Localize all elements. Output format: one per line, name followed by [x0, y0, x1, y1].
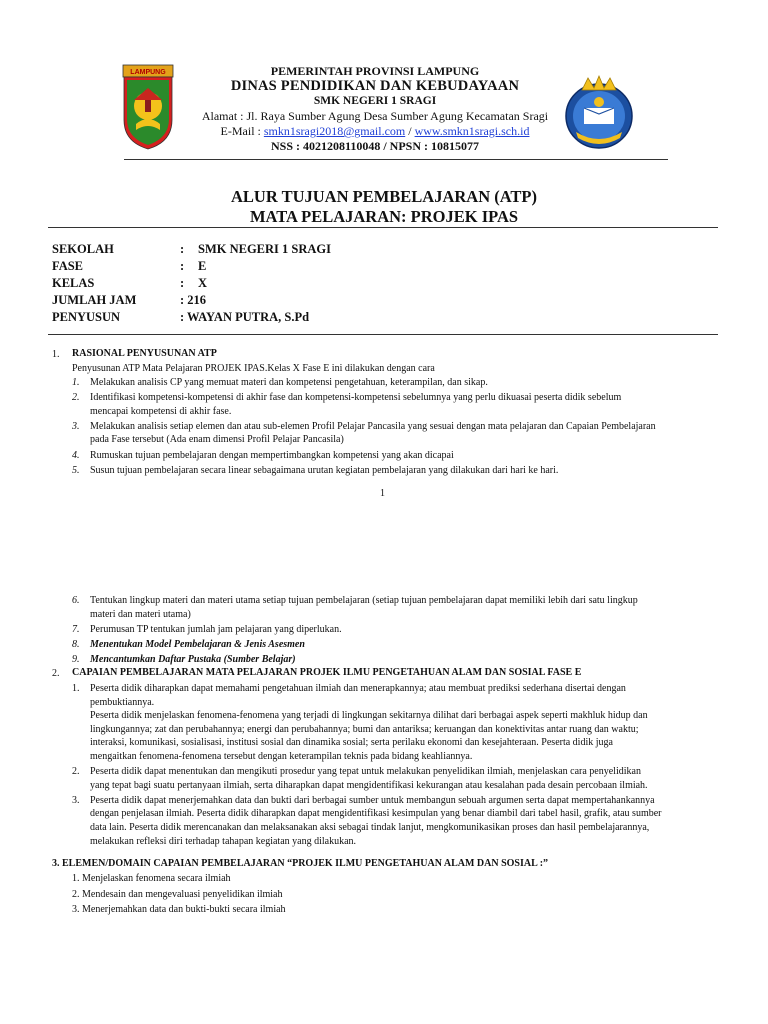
svg-text:LAMPUNG: LAMPUNG	[130, 69, 166, 76]
kop-school-name: SMK NEGERI 1 SRAGI	[313, 95, 437, 107]
sec3-title: 3. ELEMEN/DOMAIN CAPAIAN PEMBELAJARAN “PROJEK ILMU PENGETAHUAN ALAM DAN SOSIAL :”	[52, 858, 549, 869]
list-item-text: Rumuskan tujuan pembelajaran dengan mempertimbangkan kompetensi yang akan dicapai	[90, 449, 454, 461]
list-item-text: Tentukan lingkup materi dan materi utama setiap tujuan pembelajaran (setiap tujuan pembelajaran dapat memiliki lebih dari satu lingkup	[90, 595, 638, 606]
info-value: SMK NEGERI 1 SRAGI	[198, 242, 332, 256]
list-item-text: lingkungannya; zat dan perubahannya; energi dan perubahannya; bumi dan antariksa; keruangan dan konektivitas antar ruang dan waktu;	[90, 723, 639, 735]
info-value: X	[198, 276, 208, 290]
list-item-text: Peserta didik menjelaskan fenomena-fenomena yang terjadi di lingkungan sekitarnya dilihat dari berbagai aspek seperti makhluk hidup dan	[90, 710, 648, 722]
contact-separator: /	[405, 124, 415, 138]
info-colon: :	[180, 259, 185, 273]
letterhead-divider	[124, 159, 668, 160]
list-item-number: 1.	[72, 377, 80, 388]
kop-nss-npsn: NSS : 4021208110048 / NPSN : 10815077	[270, 139, 479, 153]
list-item-number: 3.	[72, 794, 80, 806]
info-label: JUMLAH JAM	[52, 293, 137, 307]
info-label: FASE	[52, 259, 84, 273]
list-item-number: 7.	[72, 623, 80, 635]
sec2-number: 2.	[52, 668, 60, 679]
list-item-number: 1.	[72, 683, 80, 694]
sec3-list-item: 1. Menjelaskan fenomena secara ilmiah	[72, 873, 231, 884]
title-divider	[48, 227, 718, 228]
sec2-title: CAPAIAN PEMBELAJARAN MATA PELAJARAN PROJEK ILMU PENGETAHUAN ALAM DAN SOSIAL FASE E	[72, 667, 582, 678]
email-label: E-Mail :	[220, 124, 264, 138]
website-link[interactable]: www.smkn1sragi.sch.id	[414, 124, 530, 138]
sec3-list-item: 2. Mendesain dan mengevaluasi penyelidikan ilmiah	[72, 888, 283, 900]
info-value: E	[198, 259, 207, 273]
document-title: ALUR TUJUAN PEMBELAJARAN (ATP)	[230, 187, 537, 206]
list-item-text: pada Fase tersebut (Ada enam dimensi Profil Pelajar Pancasila)	[90, 434, 344, 446]
list-item-number: 6.	[72, 595, 80, 606]
list-item-number: 2.	[72, 766, 80, 778]
kop-address: Alamat : Jl. Raya Sumber Agung Desa Sumber Agung Kecamatan Sragi	[201, 109, 549, 123]
list-item-text: Melakukan analisis CP yang memuat materi dan kompetensi pengetahuan, keterampilan, dan sikap.	[90, 377, 488, 388]
info-colon: :	[180, 276, 185, 290]
info-colon: :	[180, 242, 185, 256]
list-item-number: 5.	[72, 464, 80, 476]
list-item-text: Susun tujuan pembelajaran secara linear sebagaimana urutan kegiatan pembelajaran yang dilakukan dari hari ke hari.	[90, 464, 559, 476]
list-item-text: mengaitkan fenomena-fenomena tersebut dengan keterampilan teknis pada bidang keahliannya.	[90, 751, 473, 762]
lampung-province-logo	[122, 64, 174, 150]
list-item-text: melakukan refleksi diri terhadap tahapan kegiatan yang dilakukan.	[90, 835, 357, 847]
kop-department: DINAS PENDIDIKAN DAN KEBUDAYAAN	[230, 78, 520, 94]
list-item-text: materi dan materi utama)	[90, 608, 191, 620]
list-item-text: Mencantumkan Daftar Pustaka (Sumber Belajar)	[90, 653, 296, 665]
list-item-text: interaksi, komunikasi, sosialisasi, institusi sosial dan dinamika sosial; serta perilaku ekonomi dan kesejahteraan. Peserta didik juga	[90, 737, 613, 749]
sec3-list-item: 3. Menerjemahkan data dan bukti-bukti secara ilmiah	[72, 904, 286, 915]
info-label: KELAS	[52, 276, 95, 290]
list-item-number: 9.	[72, 653, 80, 665]
kop-government: PEMERINTAH PROVINSI LAMPUNG	[270, 64, 480, 78]
info-value: : WAYAN PUTRA, S.Pd	[180, 310, 310, 324]
list-item-text: Menentukan Model Pembelajaran & Jenis Asesmen	[90, 638, 305, 650]
list-item-text: Identifikasi kompetensi-kompetensi di akhir fase dan kompetensi-kompetensi sebelumnya yang perlu dikuasai peserta didik sebelum	[90, 392, 622, 404]
list-item-text: Peserta didik diharapkan dapat memahami pengetahuan ilmiah dan menerapkannya; atau membuat prediksi sederhana disertai dengan	[90, 683, 626, 694]
page-number: 1	[380, 488, 385, 499]
list-item-text: Peserta didik dapat menerjemahkan data dan bukti dari berbagai sumber untuk membangun sebuah argumen serta dapat mempertahankannya	[90, 794, 655, 806]
list-item-number: 4.	[72, 449, 80, 461]
list-item-text: data lain. Peserta didik merencanakan dan melaksanakan aksi sebagai tindak lanjut, mengkomunikasikan proses dan hasil pembelajarannya,	[90, 822, 650, 833]
sec1-title: RASIONAL PENYUSUNAN ATP	[72, 348, 217, 359]
list-item-number: 2.	[72, 392, 80, 404]
sec1-number: 1.	[52, 349, 60, 360]
document-subtitle: MATA PELAJARAN: PROJEK IPAS	[249, 207, 519, 226]
list-item-text: Melakukan analisis setiap elemen dan atau sub-elemen Profil Pelajar Pancasila yang sesuai dengan mata pelajaran dan Capaian Pembelajaran	[90, 420, 656, 432]
list-item-text: Peserta didik dapat menentukan dan mengikuti prosedur yang tepat untuk melakukan penyelidikan ilmiah, menjelaskan cara penyelidikan	[90, 766, 641, 778]
sec1-intro: Penyusunan ATP Mata Pelajaran PROJEK IPAS.Kelas X Fase E ini dilakukan dengan cara	[72, 363, 435, 374]
list-item-text: mencapai kompetensi di akhir fase.	[90, 405, 232, 417]
info-label: SEKOLAH	[52, 242, 114, 256]
list-item-number: 8.	[72, 638, 80, 650]
list-item-number: 3.	[72, 420, 80, 432]
list-item-text: pembuktiannya.	[90, 696, 155, 708]
list-item-text: yang tepat bagi suatu pertanyaan ilmiah, serta diharapkan dapat mengidentifikasi kekurangan atau kesalahan pada desain percobaan ilmiah.	[90, 779, 648, 791]
info-divider	[48, 334, 718, 335]
info-value: : 216	[180, 293, 207, 307]
info-label: PENYUSUN	[52, 310, 121, 324]
list-item-text: Perumusan TP tentukan jumlah jam pelajaran yang diperlukan.	[90, 623, 342, 635]
smk-school-logo	[564, 70, 664, 156]
kop-contact	[180, 124, 570, 139]
email-link[interactable]: smkn1sragi2018@gmail.com	[263, 124, 406, 138]
list-item-text: dengan penjelasan ilmiah. Peserta didik diharapkan dapat mengidentifikasi kesimpulan yang benar diambil dari tabel hasil, grafik, atau sumber	[90, 808, 662, 820]
